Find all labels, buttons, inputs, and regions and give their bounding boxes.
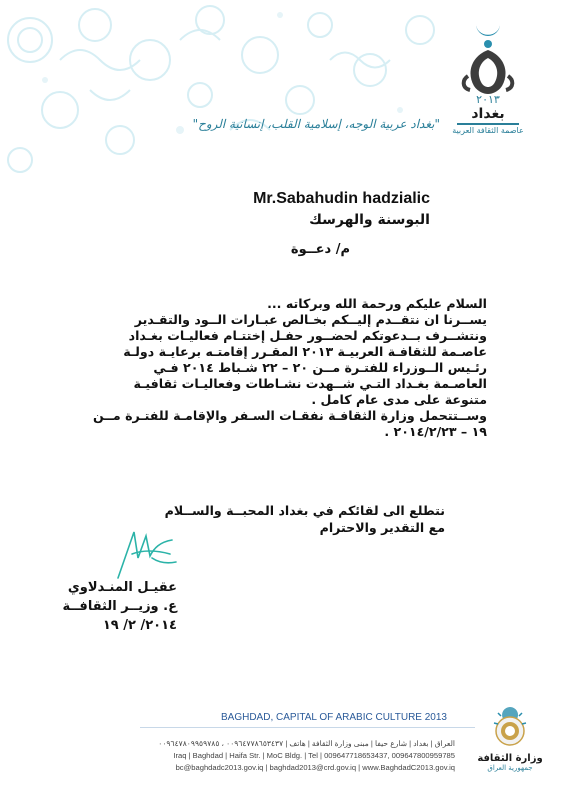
crescent-emblem-icon [458, 18, 518, 96]
body-line: يســرنا ان نتقــدم إليــكم بخـالص عبـارات الــود والتقـدير [134, 312, 487, 327]
footer-emails: bc@baghdadc2013.gov.iq | baghdad2013@crd.gov.iq | www.BaghdadC2013.gov.iq [175, 763, 455, 772]
recipient-country: البوسنة والهرسك [309, 212, 430, 228]
letter-closing [165, 502, 445, 536]
body-line: متنوعة على مدى عام كامل . [311, 392, 487, 407]
signature-date: ٢٠١٤/ ٢/ ١٩ [102, 618, 177, 633]
header-slogan: "بغداد عربية الوجه، إسلامية القلب، إنسانية الروح" [192, 117, 440, 131]
ministry-of-culture-logo [477, 705, 543, 773]
logo-divider [457, 123, 519, 125]
logo-year: ٢٠١٣ [476, 93, 500, 106]
body-line: ١٩ – ٢٠١٤/٢/٢٣ . [384, 424, 487, 439]
body-line: العاصـمة بغـداد التـي شــهدت نشـاطات وفعاليـات ثقافيـة [133, 376, 487, 391]
ministry-subtitle: جمهورية العراق [487, 764, 533, 772]
footer-divider [140, 727, 475, 728]
letter-subject: م/ دعــوة [290, 242, 350, 257]
greeting-line: السلام عليكم ورحمة الله وبركاته ... [267, 296, 487, 311]
closing-line: نتطلع الى لقائكم في بغداد المحبــة والســلام [164, 503, 445, 518]
body-line: ونتشــرف بــدعوتكم لحضــور حفـل إختتـام فعاليـات بغـداد [128, 328, 487, 343]
body-line: وســتتحمل وزارة الثقافـة نفقـات السـفر والإقامـة للفتـرة مــن [92, 408, 487, 423]
handwritten-signature [112, 528, 182, 583]
logo-city: بغداد [471, 106, 505, 122]
footer-contact [158, 738, 455, 774]
ministry-emblem-icon [490, 705, 530, 749]
closing-regards: مع التقدير والاحترام [319, 520, 445, 535]
baghdad-culture-logo [443, 18, 533, 136]
ministry-name: وزارة الثقافة [477, 753, 543, 764]
body-line: عاصـمة للثقافـة العربيـة ٢٠١٣ المقـرر إقامتـه برعايـة دولـة [123, 344, 487, 359]
letter-body [84, 296, 487, 440]
signer-name: عقيـل المنـدلاوي [67, 580, 177, 595]
signer-block [63, 578, 177, 635]
footer-title: BAGHDAD, CAPITAL OF ARABIC CULTURE 2013 [221, 712, 447, 723]
recipient-name: Mr.Sabahudin hadzialic [253, 190, 430, 207]
footer-address-arabic: العراق | بغداد | شارع حيفا | مبنى وزارة الثقافة | هاتف | ٠٠٩٦٤٧٧٨٦٥٣٤٣٧ ، ٠٠٩٦٤٧٨٠٩٩٥٩٧٨٥ [158, 739, 455, 748]
signer-title: ع. وزيــر الثقافــة [62, 599, 177, 614]
footer-address-english: Iraq | Baghdad | Haifa Str. | MoC Bldg. | Tel | 009647718653437, 009647800959785 [173, 751, 455, 760]
body-line: رئـيس الــوزراء للفتـرة مــن ٢٠ – ٢٢ شـباط ٢٠١٤ فـي [153, 360, 487, 375]
logo-subtitle: عاصمة الثقافة العربية [452, 126, 524, 135]
